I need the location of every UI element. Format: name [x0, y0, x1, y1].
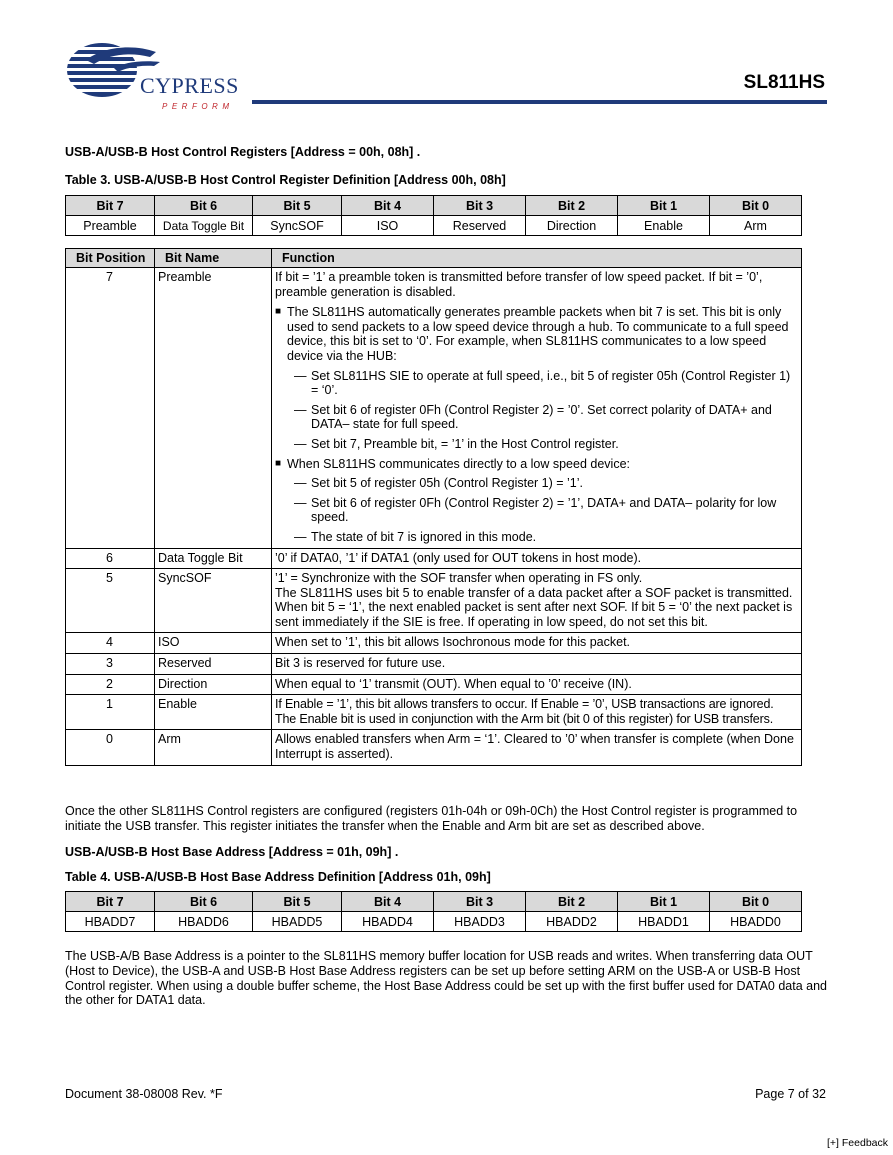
bit-value: HBADD7	[66, 912, 155, 932]
bit-value: Data Toggle Bit	[155, 216, 253, 236]
logo-tagline: PERFORM	[162, 102, 234, 111]
bit-position: 3	[66, 654, 155, 675]
bit-position: 2	[66, 674, 155, 695]
bit-position: 0	[66, 730, 155, 765]
bit-function: Bit 3 is reserved for future use.	[272, 654, 802, 675]
paragraph-base-address-note: The USB-A/B Base Address is a pointer to the SL811HS memory buffer location for USB reads and writes. When transferring data OUT (Host to Device), the USB-A and USB-B Host Base Address registers can be set up before setting ARM on the USB-A or USB-B Host Control register. When using a double buffer scheme, the Host Base Address could be set up with the first buffer used for DATA0 data and the other for DATA1 data.	[65, 949, 828, 1008]
bit-value: HBADD6	[155, 912, 253, 932]
table-header-row	[66, 892, 802, 912]
host-control-bits-table	[65, 195, 802, 236]
bit-position: 7	[66, 268, 155, 549]
bit-function: When equal to ‘1’ transmit (OUT). When equal to ’0’ receive (IN).	[272, 674, 802, 695]
table-header-row	[66, 196, 802, 216]
bit-header: Bit 1	[618, 892, 710, 912]
bullet-item: ■ The SL811HS automatically generates preamble packets when bit 7 is set. This bit is only used to send packets to a low speed device through a hub. To communicate to a full speed device, this bit is set to ‘0’. For example, when SL811HS communicates to a low speed device via the HUB:	[275, 305, 797, 363]
cypress-logo-graphic	[64, 38, 244, 113]
bit-name: Direction	[155, 674, 272, 695]
bit-header: Bit 5	[253, 196, 342, 216]
cypress-logo	[64, 38, 244, 113]
table-header-row	[66, 249, 802, 268]
bit-name: Data Toggle Bit	[155, 548, 272, 569]
bit-name: Arm	[155, 730, 272, 765]
host-control-definition-table	[65, 248, 802, 766]
bit-value: HBADD3	[434, 912, 526, 932]
bit-function	[272, 268, 802, 549]
bit-function: When set to ’1’, this bit allows Isochronous mode for this packet.	[272, 633, 802, 654]
bit-value: Direction	[526, 216, 618, 236]
bit-header: Bit 3	[434, 892, 526, 912]
bit-value: HBADD5	[253, 912, 342, 932]
bit-value: HBADD0	[710, 912, 802, 932]
bit-name: Enable	[155, 695, 272, 730]
logo-wordmark: CYPRESS	[140, 73, 239, 98]
bit-value: HBADD2	[526, 912, 618, 932]
bit-value: ISO	[342, 216, 434, 236]
dash-item: — Set SL811HS SIE to operate at full speed, i.e., bit 5 of register 05h (Control Register 1) = ‘0’.	[275, 369, 797, 398]
column-header: Bit Position	[66, 249, 155, 268]
document-number: Document 38-08008 Rev. *F	[65, 1087, 223, 1101]
bit-position: 5	[66, 569, 155, 633]
bit-header: Bit 6	[155, 892, 253, 912]
table-row	[66, 674, 802, 695]
dash-item: — Set bit 6 of register 0Fh (Control Register 2) = ’1’, DATA+ and DATA– polarity for low speed.	[275, 496, 797, 525]
bit-header: Bit 4	[342, 196, 434, 216]
bullet-item: ■ When SL811HS communicates directly to a low speed device:	[275, 457, 797, 472]
table-row	[66, 912, 802, 932]
function-text: ’1’ = Synchronize with the SOF transfer when operating in FS only.	[275, 571, 643, 586]
document-title: SL811HS	[743, 72, 825, 93]
section-heading-host-control: USB-A/USB-B Host Control Registers [Address = 00h, 08h] .	[65, 145, 421, 159]
bit-position: 1	[66, 695, 155, 730]
bit-function	[272, 569, 802, 633]
bit-value: Preamble	[66, 216, 155, 236]
bit-function: ’0’ if DATA0, ’1’ if DATA1 (only used for OUT tokens in host mode).	[272, 548, 802, 569]
bit-name: SyncSOF	[155, 569, 272, 633]
bit-header: Bit 6	[155, 196, 253, 216]
bit-header: Bit 2	[526, 892, 618, 912]
bit-value: Arm	[710, 216, 802, 236]
column-header: Bit Name	[155, 249, 272, 268]
bit-value: Reserved	[434, 216, 526, 236]
table-row	[66, 216, 802, 236]
bit-function: If Enable = ’1’, this bit allows transfers to occur. If Enable = ’0’, USB transactions are ignored. The Enable bit is used in conjunction with the Arm bit (bit 0 of this register) for USB transfers.	[272, 695, 802, 730]
dash-item: — Set bit 6 of register 0Fh (Control Register 2) = ’0’. Set correct polarity of DATA+ and DATA– state for full speed.	[275, 403, 797, 432]
paragraph-host-control-note: Once the other SL811HS Control registers are configured (registers 01h-04h or 09h-0Ch) the Host Control register is programmed to initiate the USB transfer. This register initiates the transfer when the Enable and Arm bit are set as described above.	[65, 804, 798, 833]
bit-value: HBADD4	[342, 912, 434, 932]
bit-position: 4	[66, 633, 155, 654]
table-row	[66, 569, 802, 633]
dash-item: — Set bit 7, Preamble bit, = ’1’ in the Host Control register.	[275, 437, 797, 452]
feedback-link[interactable]: [+] Feedback	[827, 1137, 888, 1149]
dash-item: — The state of bit 7 is ignored in this mode.	[275, 530, 797, 545]
bit-header: Bit 0	[710, 892, 802, 912]
section-heading-host-base-address: USB-A/USB-B Host Base Address [Address = 01h, 09h] .	[65, 845, 399, 859]
bit-header: Bit 1	[618, 196, 710, 216]
table3-caption: Table 3. USB-A/USB-B Host Control Register Definition [Address 00h, 08h]	[65, 173, 506, 187]
function-text: If bit = ’1’ a preamble token is transmitted before transfer of low speed packet. If bit = ’0’, preamble generation is disabled.	[275, 270, 763, 299]
bit-header: Bit 0	[710, 196, 802, 216]
bit-header: Bit 5	[253, 892, 342, 912]
table-row	[66, 633, 802, 654]
bit-header: Bit 4	[342, 892, 434, 912]
bit-header: Bit 7	[66, 892, 155, 912]
column-header: Function	[272, 249, 802, 268]
function-text: The SL811HS uses bit 5 to enable transfer of a data packet after a SOF packet is transmitted. When bit 5 = ‘1’, the next enabled packet is sent after next SOF. If bit 5 = ‘0’ the next packet is sent immediately if the SIE is free. If operating in low speed, do not set this bit.	[275, 585, 793, 629]
header-rule	[252, 100, 827, 104]
table-row	[66, 730, 802, 765]
bit-name: Preamble	[155, 268, 272, 549]
bit-header: Bit 7	[66, 196, 155, 216]
bit-header: Bit 3	[434, 196, 526, 216]
table-row	[66, 654, 802, 675]
bit-name: ISO	[155, 633, 272, 654]
page-number: Page 7 of 32	[755, 1087, 826, 1101]
host-base-address-bits-table	[65, 891, 802, 932]
bit-value: HBADD1	[618, 912, 710, 932]
bit-value: Enable	[618, 216, 710, 236]
table-row	[66, 268, 802, 549]
bit-name: Reserved	[155, 654, 272, 675]
table-row	[66, 695, 802, 730]
bit-position: 6	[66, 548, 155, 569]
table4-caption: Table 4. USB-A/USB-B Host Base Address Definition [Address 01h, 09h]	[65, 870, 491, 884]
dash-item: — Set bit 5 of register 05h (Control Register 1) = ’1’.	[275, 476, 797, 491]
table-row	[66, 548, 802, 569]
bit-header: Bit 2	[526, 196, 618, 216]
bit-function: Allows enabled transfers when Arm = ‘1’. Cleared to ’0’ when transfer is complete (when Done Interrupt is asserted).	[272, 730, 802, 765]
bit-value: SyncSOF	[253, 216, 342, 236]
